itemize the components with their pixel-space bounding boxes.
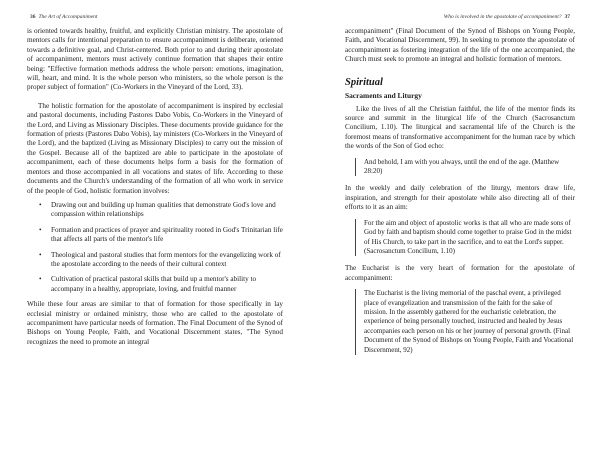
left-paragraph-2: The holistic formation for the apostolate of accompaniment is inspired by ecclesial and pastoral documents, including Pastores Dabo Vobis, Co-Workers in the Vineyard of the Lord, and Living as Missionary Disciples. These documents provide guidance for the formation of priests (Pastores Dabo Vobis), lay ministers (Co-Workers in the Vineyard of the Lord), and the baptized (Living as Missionary Disciples) to carry out the mission of the Gospel. Because all of the baptized are able to participate in the apostolate of accompaniment, each of these documents helps form a basis for the formation of mentors and those accompanied in all vocations and states of life. According to these documents and the Church's understanding of the formation of all who work in service of the people of God, holistic formation involves:	[27, 101, 283, 195]
subsection-title: Sacraments and Liturgy	[345, 90, 422, 100]
right-page-body	[345, 27, 575, 363]
formation-areas-list	[27, 201, 283, 294]
list-item: • Formation and practices of prayer and spirituality rooted in God's Trinitarian life that affects all parts of the mentor's life	[51, 226, 283, 245]
list-item: • Cultivation of practical pastoral skills that build up a mentor's ability to accompany in a healthy, appropriate, loving, and fruitful manner	[51, 275, 283, 294]
quote-text: And behold, I am with you always, until the end of the age. (Matthew 28:20)	[364, 157, 560, 176]
left-header-title: The Art of Accompaniment	[38, 14, 98, 20]
left-running-header	[27, 14, 97, 20]
block-quote	[355, 289, 575, 355]
list-item: • Theological and pastoral studies that form mentors for the evangelizing work of the apostolate according to the needs of their cultural context	[51, 251, 283, 270]
left-page-number: 36	[30, 14, 36, 20]
quote-text: The Eucharist is the living memorial of the paschal event, a privileged place of evangelization and transmission of the faith for the sake of mission. In the assembly gathered for the eucharistic celebration, the experience of being personally touched, instructed and healed by Jesus accompanies each person on his or her journey of personal growth. (Final Document of the Synod of Bishops on Young People, Faith and Vocational Discernment, 92)	[364, 289, 574, 354]
right-paragraph-3: The Eucharist is the very heart of formation for the apostolate of accompaniment:	[345, 264, 575, 282]
left-page-body	[27, 27, 283, 347]
left-paragraph-1: is oriented towards healthy, fruitful, and explicitly Christian ministry. The apostolate of mentors calls for intentional preparation to ensure accompaniment is deliberate, oriented towards a definitive goal, and Christ-centered. Both prior to and during their apostolate of accompaniment, mentors must actively continue formation that shapes their entire being: "Effective formation methods address the whole person: emotions, imagination, will, heart, and mind. It is the whole person who ministers, so the whole person is the proper subject of formation" (Co-Workers in the Vineyard of the Lord, 33).	[27, 27, 283, 92]
right-page-number: 37	[564, 14, 570, 20]
list-item: • Drawing out and building up human qualities that demonstrate God's love and compassion within relationships	[51, 201, 283, 220]
left-closing-paragraph: While these four areas are similar to that of formation for those specifically in lay ecclesial ministry or ordained ministry, those who are called to the apostolate of accompaniment have particular needs of formation. The Final Document of the Synod of Bishops on Young People, Faith, and Vocational Discernment states, "The Synod recognizes the need to promote an integral	[27, 300, 283, 346]
section-title: Spiritual	[345, 76, 383, 88]
quote-text: For the aim and object of apostolic works is that all who are made sons of God by faith and baptism should come together to praise God in the midst of His Church, to take part in the sacrifice, and to eat the Lord's supper. (Sacrosanctum Concilium, 1.10)	[364, 218, 572, 255]
right-running-header	[444, 14, 573, 20]
block-quote	[355, 158, 575, 177]
right-paragraph-2: In the weekly and daily celebration of the liturgy, mentors draw life, inspiration, and strength for their apostolate while also directing all of their efforts to it as an aim:	[345, 184, 575, 212]
right-header-title: Who is involved in the apostolate of accompaniment?	[443, 14, 562, 20]
right-opening-paragraph: accompaniment" (Final Document of the Synod of Bishops on Young People, Faith, and Vocational Discernment, 99). In seeking to promote the apostolate of accompaniment as fostering integration of the life of the one accompanied, the Church must seek to promote an integral and holistic formation of mentors.	[345, 27, 575, 64]
right-paragraph-1: Like the lives of all the Christian faithful, the life of the mentor finds its source and summit in the liturgical life of the Church (Sacrosanctum Concilium, 1.10). The liturgical and sacramental life of the Church is the foremost means of transformative accompaniment for the human race by which the words of the Son of God echo:	[345, 104, 575, 151]
block-quote	[355, 219, 575, 257]
